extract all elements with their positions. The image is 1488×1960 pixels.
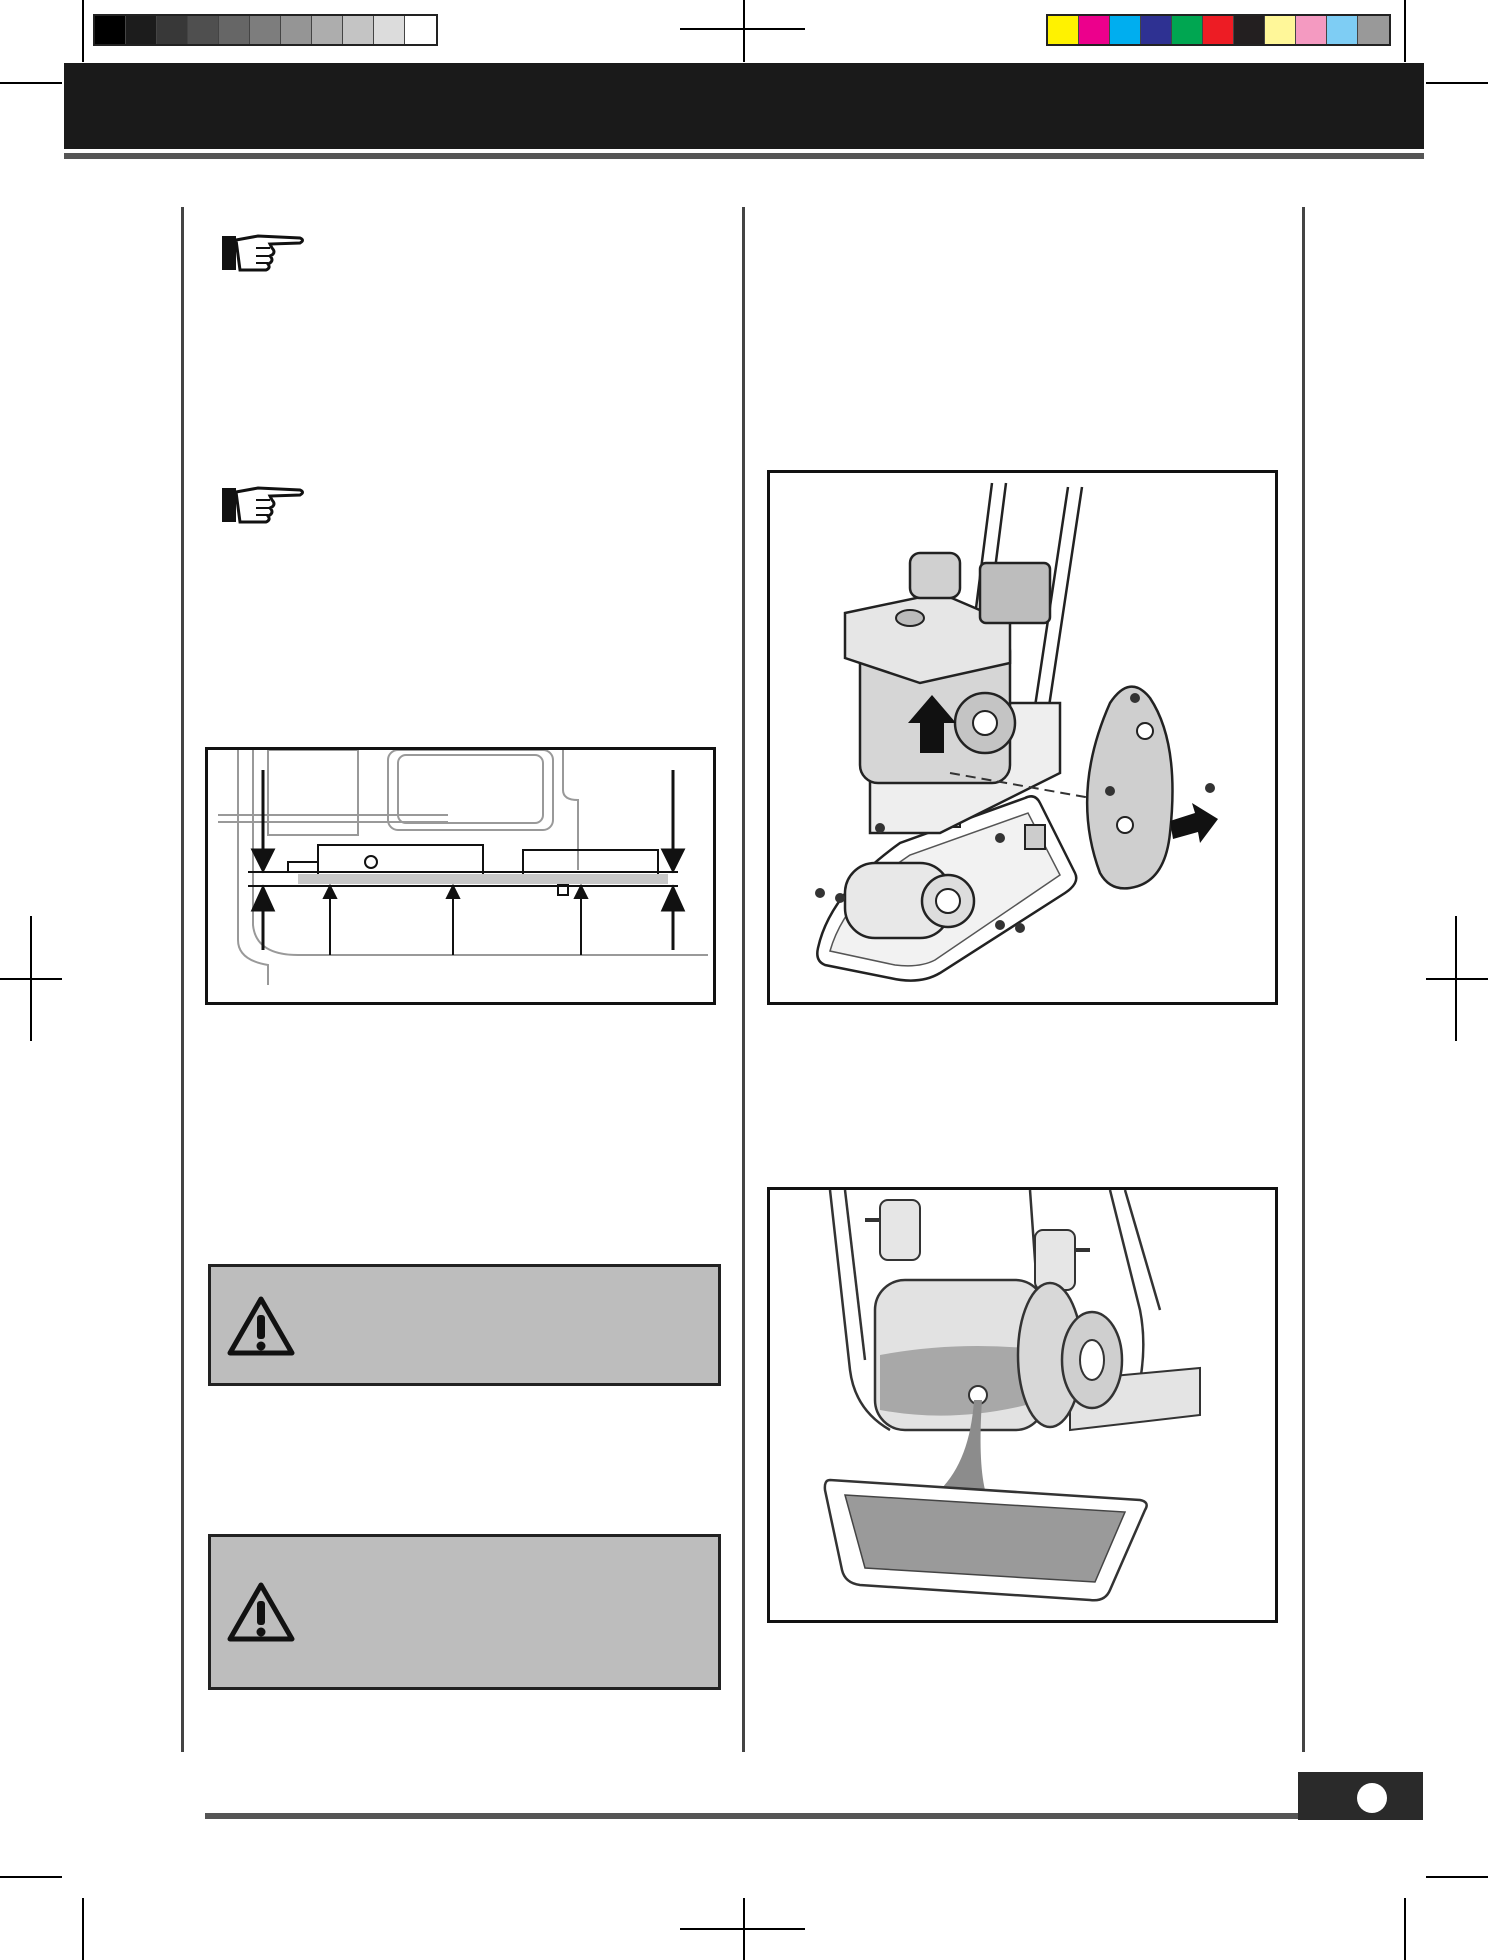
gray-swatch: [157, 16, 188, 44]
gray-swatch: [250, 16, 281, 44]
color-swatch: [1172, 16, 1203, 44]
header-bar: [64, 63, 1424, 149]
center-column-rule: [742, 207, 745, 1752]
header-rule: [64, 153, 1424, 159]
pointing-hand-icon: [220, 230, 306, 274]
pointing-hand-icon: [220, 482, 306, 526]
gray-swatch: [219, 16, 250, 44]
page-number-marker: [1357, 1783, 1387, 1813]
gray-swatch: [95, 16, 126, 44]
color-swatch: [1265, 16, 1296, 44]
color-swatch: [1079, 16, 1110, 44]
plate-clearance-figure: [205, 747, 716, 1005]
grayscale-calibration-bar: [93, 14, 438, 46]
color-swatch: [1141, 16, 1172, 44]
warning-triangle-icon: [226, 1295, 296, 1357]
warning-box: [208, 1534, 721, 1690]
right-column-rule: [1302, 207, 1305, 1752]
color-swatch: [1048, 16, 1079, 44]
engine-removal-figure: [767, 470, 1278, 1005]
footer-rule: [205, 1813, 1375, 1819]
color-swatch: [1110, 16, 1141, 44]
color-swatch: [1234, 16, 1265, 44]
gray-swatch: [188, 16, 219, 44]
left-column-rule: [181, 207, 184, 1752]
oil-drain-figure: [767, 1187, 1278, 1623]
color-swatch: [1327, 16, 1358, 44]
color-swatch: [1203, 16, 1234, 44]
gray-swatch: [405, 16, 436, 44]
gray-swatch: [126, 16, 157, 44]
color-swatch: [1358, 16, 1389, 44]
color-calibration-bar: [1046, 14, 1391, 46]
warning-box: [208, 1264, 721, 1386]
gray-swatch: [374, 16, 405, 44]
gray-swatch: [343, 16, 374, 44]
gray-swatch: [312, 16, 343, 44]
color-swatch: [1296, 16, 1327, 44]
gray-swatch: [281, 16, 312, 44]
warning-triangle-icon: [226, 1581, 296, 1643]
